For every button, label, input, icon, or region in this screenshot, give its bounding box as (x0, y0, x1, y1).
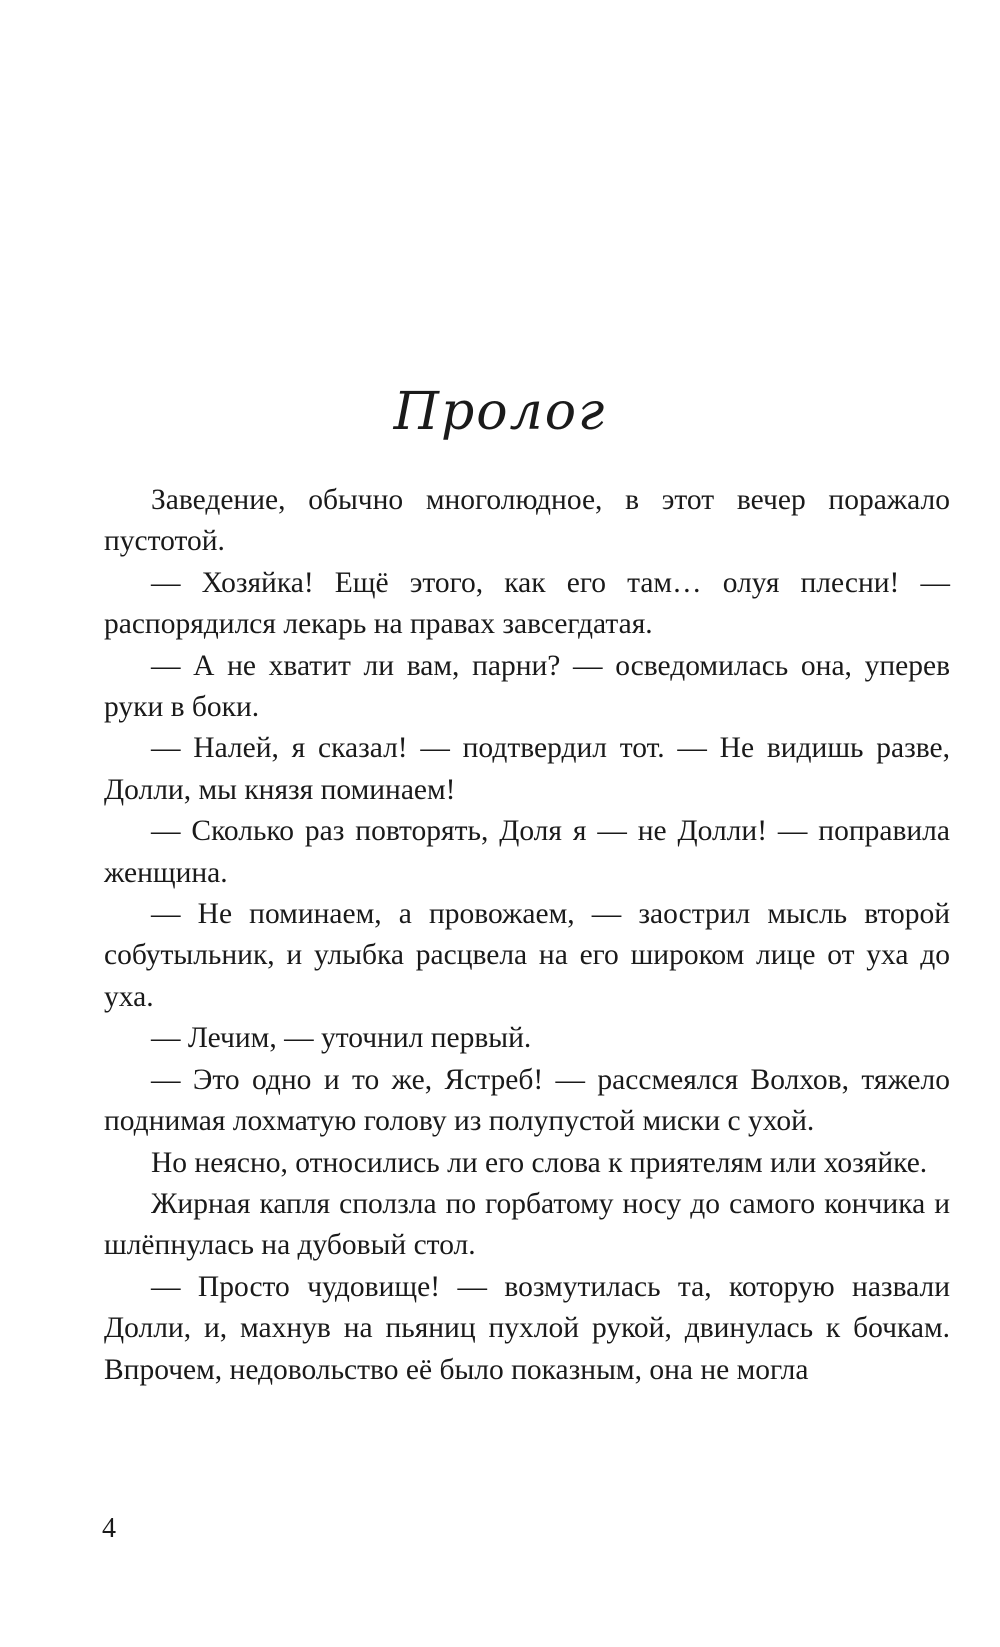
paragraph: Заведение, обычно многолюдное, в этот вечер поражало пустотой. (104, 484, 950, 558)
paragraph: Но неясно, относились ли его слова к приятелям или хозяйке. (151, 1146, 928, 1179)
paragraph: — Сколько раз повторять, Доля я — не Долли! — поправила женщина. (104, 815, 950, 889)
paragraph: — Просто чудовище! — возмутилась та, которую назвали Долли, и, махнув на пьяниц пухлой рукой, двинулась к бочкам. Впрочем, недовольство её было показным, она не могла (104, 1270, 950, 1386)
chapter-title: Пролог (393, 382, 607, 442)
paragraph: — Хозяйка! Ещё этого, как его там… олуя плесни! — распорядился лекарь на правах завсегдатая. (104, 566, 950, 641)
paragraph: — Не поминаем, а провожаем, — заострил мысль второй собутыльник, и улыбка расцвела на его широком лице от уха до уха. (104, 898, 950, 1013)
body-text (104, 480, 950, 1391)
paragraph: — Налей, я сказал! — подтвердил тот. — Не видишь разве, Долли, мы князя поминаем! (104, 732, 950, 806)
paragraph: — А не хватит ли вам, парни? — осведомилась она, уперев руки в боки. (104, 649, 950, 724)
paragraph: — Это одно и то же, Ястреб! — рассмеялся Волхов, тяжело поднимая лохматую голову из полупустой миски с ухой. (104, 1063, 950, 1138)
page-number: 4 (102, 1513, 116, 1544)
paragraph: — Лечим, — уточнил первый. (151, 1022, 532, 1055)
paragraph: Жирная капля сползла по горбатому носу до самого кончика и шлёпнулась на дубовый стол. (104, 1187, 950, 1262)
